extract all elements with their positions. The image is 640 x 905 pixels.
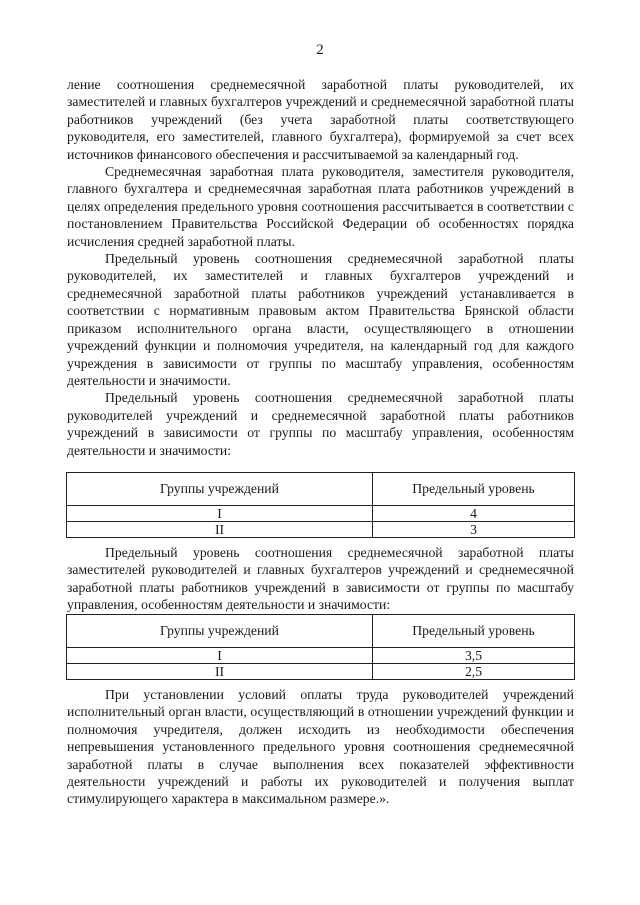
- paragraph-continuation: ление соотношения среднемесячной заработной платы руководителей, их заместителей и главных бухгалтеров учреждений и среднемесячной заработной платы работников учреждений (без учета заработной платы соответствующего руководителя, его заместителей, главного бухгалтера), формируемой за счет всех источников финансового обеспечения и рассчитываемой за календарный год.: [67, 77, 574, 162]
- table-row: [67, 648, 575, 664]
- header-limit: Предельный уровень: [373, 615, 575, 648]
- table-managers: [66, 472, 575, 538]
- page-number: 2: [316, 42, 324, 58]
- table-row: [67, 664, 575, 680]
- cell-limit: 3: [373, 522, 575, 538]
- paragraph-average-salary: Среднемесячная заработная плата руководителя, заместителя руководителя, главного бухгалтера и среднемесячная заработная плата работников учреждений в целях определения предельного уровня соотношения рассчитывается в соответствии с постановлением Правительства Российской Федерации об особенностях порядка исчисления средней заработной платы.: [67, 164, 574, 249]
- table-row: [67, 506, 575, 522]
- table-row: [67, 522, 575, 538]
- header-groups: Группы учреждений: [67, 473, 373, 506]
- cell-group: II: [67, 664, 373, 680]
- cell-group: I: [67, 648, 373, 664]
- header-groups: Группы учреждений: [67, 615, 373, 648]
- cell-limit: 2,5: [373, 664, 575, 680]
- text-block-1: [67, 76, 574, 459]
- table-header-row: [67, 615, 575, 648]
- text-block-2: [67, 544, 574, 614]
- cell-group: II: [67, 522, 373, 538]
- cell-limit: 3,5: [373, 648, 575, 664]
- paragraph-conditions: При установлении условий оплаты труда руководителей учреждений исполнительный орган власти, осуществляющий в отношении учреждений функции и полномочия учредителя, должен исходить из необходимости обеспечения непревышения установленного предельного уровня соотношения среднемесячной заработной платы в случае выполнения всех показателей эффективности деятельности учреждений и работы их руководителей и получения выплат стимулирующего характера в максимальном размере.».: [67, 687, 574, 807]
- text-block-3: [67, 686, 574, 808]
- paragraph-table1-intro: Предельный уровень соотношения среднемесячной заработной платы руководителей учреждений и среднемесячной заработной платы работников учреждений в зависимости от группы по масштабу управления, особенностям деятельности и значимости:: [67, 390, 574, 458]
- header-limit: Предельный уровень: [373, 473, 575, 506]
- cell-group: I: [67, 506, 373, 522]
- cell-limit: 4: [373, 506, 575, 522]
- paragraph-limit-level: Предельный уровень соотношения среднемесячной заработной платы руководителей, их заместителей и главных бухгалтеров учреждений и среднемесячной заработной платы работников учреждений устанавливается в соответствии с нормативным правовым актом Правительства Брянской области приказом исполнительного органа власти, осуществляющего в отношении учреждений функции и полномочия учредителя, на календарный год для каждого учреждения в зависимости от группы по масштабу управления, особенностям деятельности и значимости.: [67, 251, 574, 388]
- table-header-row: [67, 473, 575, 506]
- table-deputies: [66, 614, 575, 680]
- paragraph-table2-intro: Предельный уровень соотношения среднемесячной заработной платы заместителей руководителей и главных бухгалтеров учреждений и среднемесячной заработной платы работников учреждений в зависимости от группы по масштабу управления, особенностям деятельности и значимости:: [67, 545, 574, 613]
